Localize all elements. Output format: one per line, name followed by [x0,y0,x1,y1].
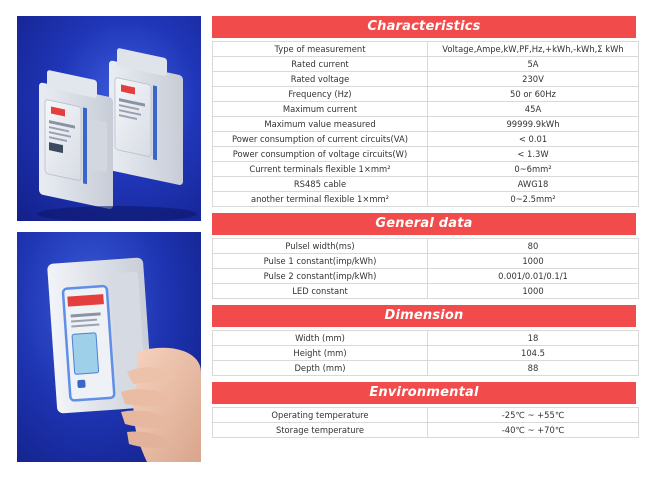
row-label: Height (mm) [213,346,428,361]
environmental-table [212,407,639,438]
row-label: Operating temperature [213,408,428,423]
specifications-panel [212,16,636,438]
table-row [213,346,639,361]
row-value: 45A [428,102,639,117]
row-value: -25℃ ~ +55℃ [428,408,639,423]
row-label: Width (mm) [213,331,428,346]
table-row [213,408,639,423]
table-row [213,147,639,162]
table-row [213,284,639,299]
row-value: 88 [428,361,639,376]
dimension-table [212,330,639,376]
row-value: 1000 [428,254,639,269]
row-value: 1000 [428,284,639,299]
row-label: Storage temperature [213,423,428,438]
row-value: 50 or 60Hz [428,87,639,102]
row-label: Current terminals flexible 1×mm² [213,162,428,177]
table-row [213,331,639,346]
table-row [213,162,639,177]
row-label: Type of measurement [213,42,428,57]
product-photo-pair [17,16,201,221]
table-row [213,132,639,147]
row-label: Pulsel width(ms) [213,239,428,254]
row-value: 104.5 [428,346,639,361]
row-value: 80 [428,239,639,254]
energy-meter-pair-illustration [17,16,201,221]
table-row [213,177,639,192]
row-label: Power consumption of current circuits(VA) [213,132,428,147]
section-header-dimension: Dimension [212,305,636,327]
row-label: Maximum current [213,102,428,117]
table-row [213,102,639,117]
table-row [213,57,639,72]
row-value: 230V [428,72,639,87]
table-row [213,117,639,132]
row-value: 0~2.5mm² [428,192,639,207]
table-row [213,72,639,87]
table-row [213,239,639,254]
row-label: RS485 cable [213,177,428,192]
table-row [213,192,639,207]
row-label: LED constant [213,284,428,299]
meter-in-hand-illustration [17,232,201,462]
row-value: 5A [428,57,639,72]
row-value: 0.001/0.01/0.1/1 [428,269,639,284]
row-value: 18 [428,331,639,346]
product-photo-in-hand [17,232,201,462]
section-header-general-data: General data [212,213,636,235]
row-label: Depth (mm) [213,361,428,376]
section-header-environmental: Environmental [212,382,636,404]
section-header-characteristics: Characteristics [212,16,636,38]
row-label: Maximum value measured [213,117,428,132]
table-row [213,254,639,269]
characteristics-table [212,41,639,207]
row-label: Pulse 1 constant(imp/kWh) [213,254,428,269]
row-value: 0~6mm² [428,162,639,177]
row-value: Voltage,Ampe,kW,PF,Hz,+kWh,-kWh,Σ kWh [428,42,639,57]
row-label: Rated voltage [213,72,428,87]
table-row [213,269,639,284]
row-label: Frequency (Hz) [213,87,428,102]
row-value: -40℃ ~ +70℃ [428,423,639,438]
row-label: Power consumption of voltage circuits(W) [213,147,428,162]
row-value: AWG18 [428,177,639,192]
row-label: Rated current [213,57,428,72]
general-data-table [212,238,639,299]
row-value: 99999.9kWh [428,117,639,132]
row-label: another terminal flexible 1×mm² [213,192,428,207]
table-row [213,42,639,57]
table-row [213,423,639,438]
table-row [213,87,639,102]
row-label: Pulse 2 constant(imp/kWh) [213,269,428,284]
row-value: < 0.01 [428,132,639,147]
row-value: < 1.3W [428,147,639,162]
table-row [213,361,639,376]
